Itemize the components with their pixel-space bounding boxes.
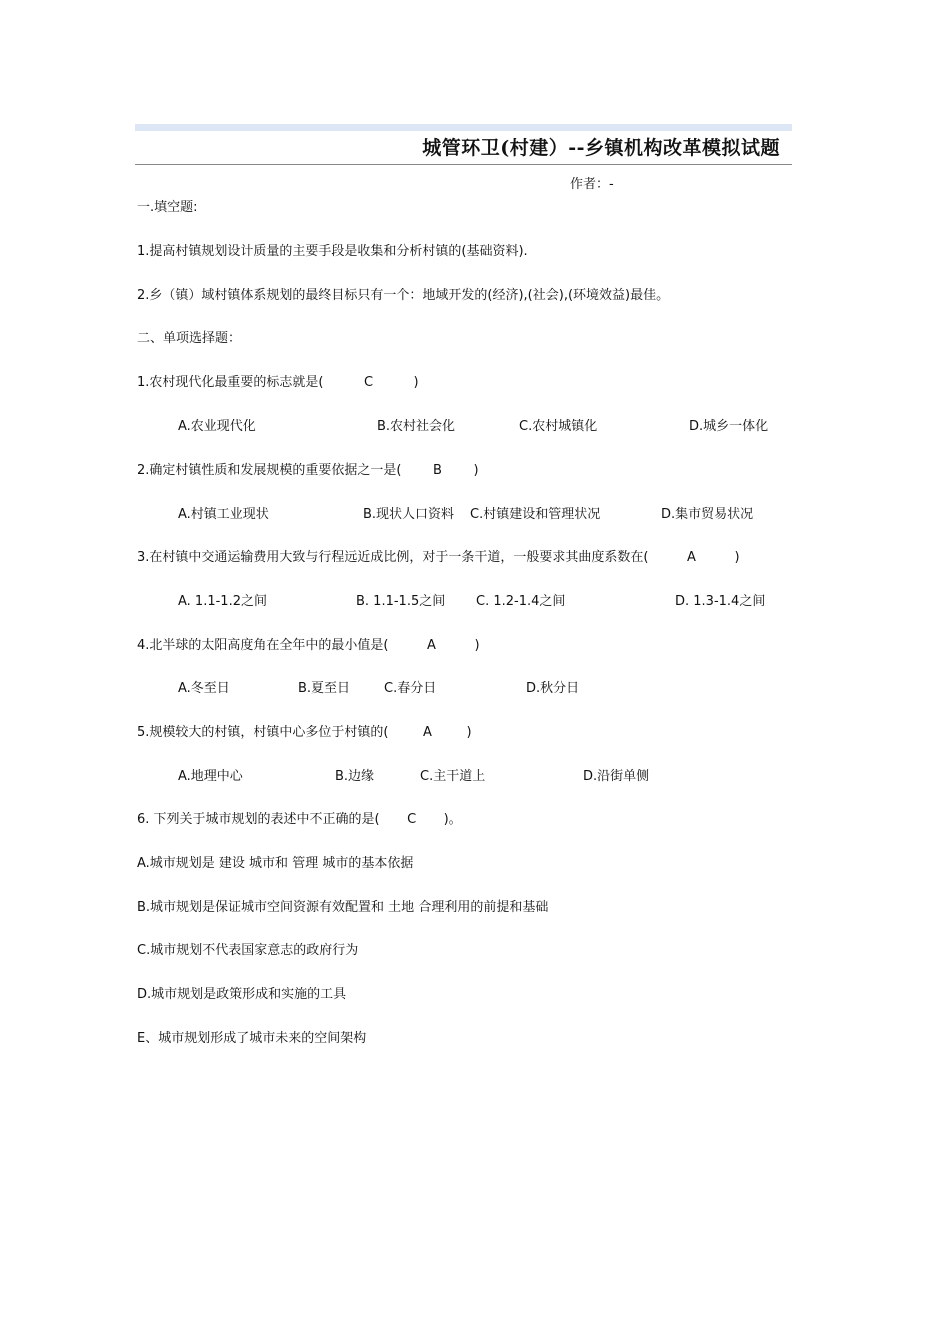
- q1-option-d: D.城乡一体化: [689, 419, 769, 434]
- question-close: ): [473, 463, 479, 478]
- choice-question-4: [137, 634, 480, 653]
- q6-option-b: B.城市规划是保证城市空间资源有效配置和 土地 合理利用的前提和基础: [137, 900, 549, 915]
- q4-option-c: C.春分日: [384, 681, 437, 696]
- question-stem: 3.在村镇中交通运输费用大致与行程远近成比例，对于一条干道，一般要求其曲度系数在(: [137, 550, 649, 565]
- header-band: [135, 124, 792, 131]
- question-answer: A: [687, 550, 696, 565]
- choice-question-3: [137, 546, 740, 565]
- question-answer: C: [363, 375, 374, 390]
- q6-option-c: C.城市规划不代表国家意志的政府行为: [137, 943, 359, 958]
- q3-option-c: C. 1.2-1.4之间: [476, 594, 566, 609]
- question-stem: 5.规模较大的村镇，村镇中心多位于村镇的(: [137, 725, 389, 740]
- q6-option-d: D.城市规划是政策形成和实施的工具: [137, 987, 347, 1002]
- question-answer: A: [423, 725, 432, 740]
- choice-question-6: [137, 808, 462, 827]
- question-stem: 4.北半球的太阳高度角在全年中的最小值是(: [137, 638, 389, 653]
- q3-option-b: B. 1.1-1.5之间: [356, 594, 446, 609]
- q2-option-b: B.现状人口资料: [363, 507, 455, 522]
- q5-option-d: D.沿街单侧: [583, 769, 650, 784]
- title-divider: [135, 164, 792, 165]
- q1-option-c: C.农村城镇化: [519, 419, 598, 434]
- q5-option-c: C.主干道上: [420, 769, 486, 784]
- question-stem: 1.农村现代化最重要的标志就是(: [137, 375, 324, 390]
- section2-heading: 二、单项选择题：: [137, 331, 242, 346]
- q1-option-b: B.农村社会化: [377, 419, 456, 434]
- section1-heading: 一.填空题:: [137, 200, 198, 215]
- q3-option-a: A. 1.1-1.2之间: [178, 594, 267, 609]
- q6-option-a: A.城市规划是 建设 城市和 管理 城市的基本依据: [137, 856, 414, 871]
- question-close: ): [734, 550, 740, 565]
- question-close: ): [466, 725, 472, 740]
- question-stem: 6. 下列关于城市规划的表述中不正确的是(: [137, 812, 380, 827]
- fill-question-2: 2.乡（镇）域村镇体系规划的最终目标只有一个：地域开发的(经济),(社会),(环境效益)最佳。: [137, 288, 670, 303]
- q1-option-a: A.农业现代化: [178, 419, 256, 434]
- question-answer: A: [427, 638, 436, 653]
- q4-option-a: A.冬至日: [178, 681, 230, 696]
- choice-question-5: [137, 721, 472, 740]
- question-answer: C: [407, 812, 417, 827]
- question-close: ): [413, 375, 419, 390]
- question-stem: 2.确定村镇性质和发展规模的重要依据之一是(: [137, 463, 402, 478]
- fill-question-1: 1.提高村镇规划设计质量的主要手段是收集和分析村镇的(基础资料).: [137, 244, 528, 259]
- choice-question-2: [137, 459, 479, 478]
- q3-option-d: D. 1.3-1.4之间: [675, 594, 766, 609]
- q4-option-b: B.夏至日: [298, 681, 351, 696]
- q2-option-a: A.村镇工业现状: [178, 507, 269, 522]
- q4-option-d: D.秋分日: [526, 681, 580, 696]
- q5-option-a: A.地理中心: [178, 769, 243, 784]
- author-line: 作者：-: [570, 177, 614, 192]
- q5-option-b: B.边缘: [335, 769, 375, 784]
- question-close: ): [474, 638, 480, 653]
- question-close: )。: [443, 812, 462, 827]
- page-title: 城管环卫(村建）--乡镇机构改革模拟试题: [422, 137, 780, 159]
- q2-option-d: D.集市贸易状况: [661, 507, 754, 522]
- q6-option-e: E、城市规划形成了城市未来的空间架构: [137, 1031, 367, 1046]
- choice-question-1: [137, 371, 419, 390]
- q2-option-c: C.村镇建设和管理状况: [470, 507, 601, 522]
- question-answer: B: [433, 463, 442, 478]
